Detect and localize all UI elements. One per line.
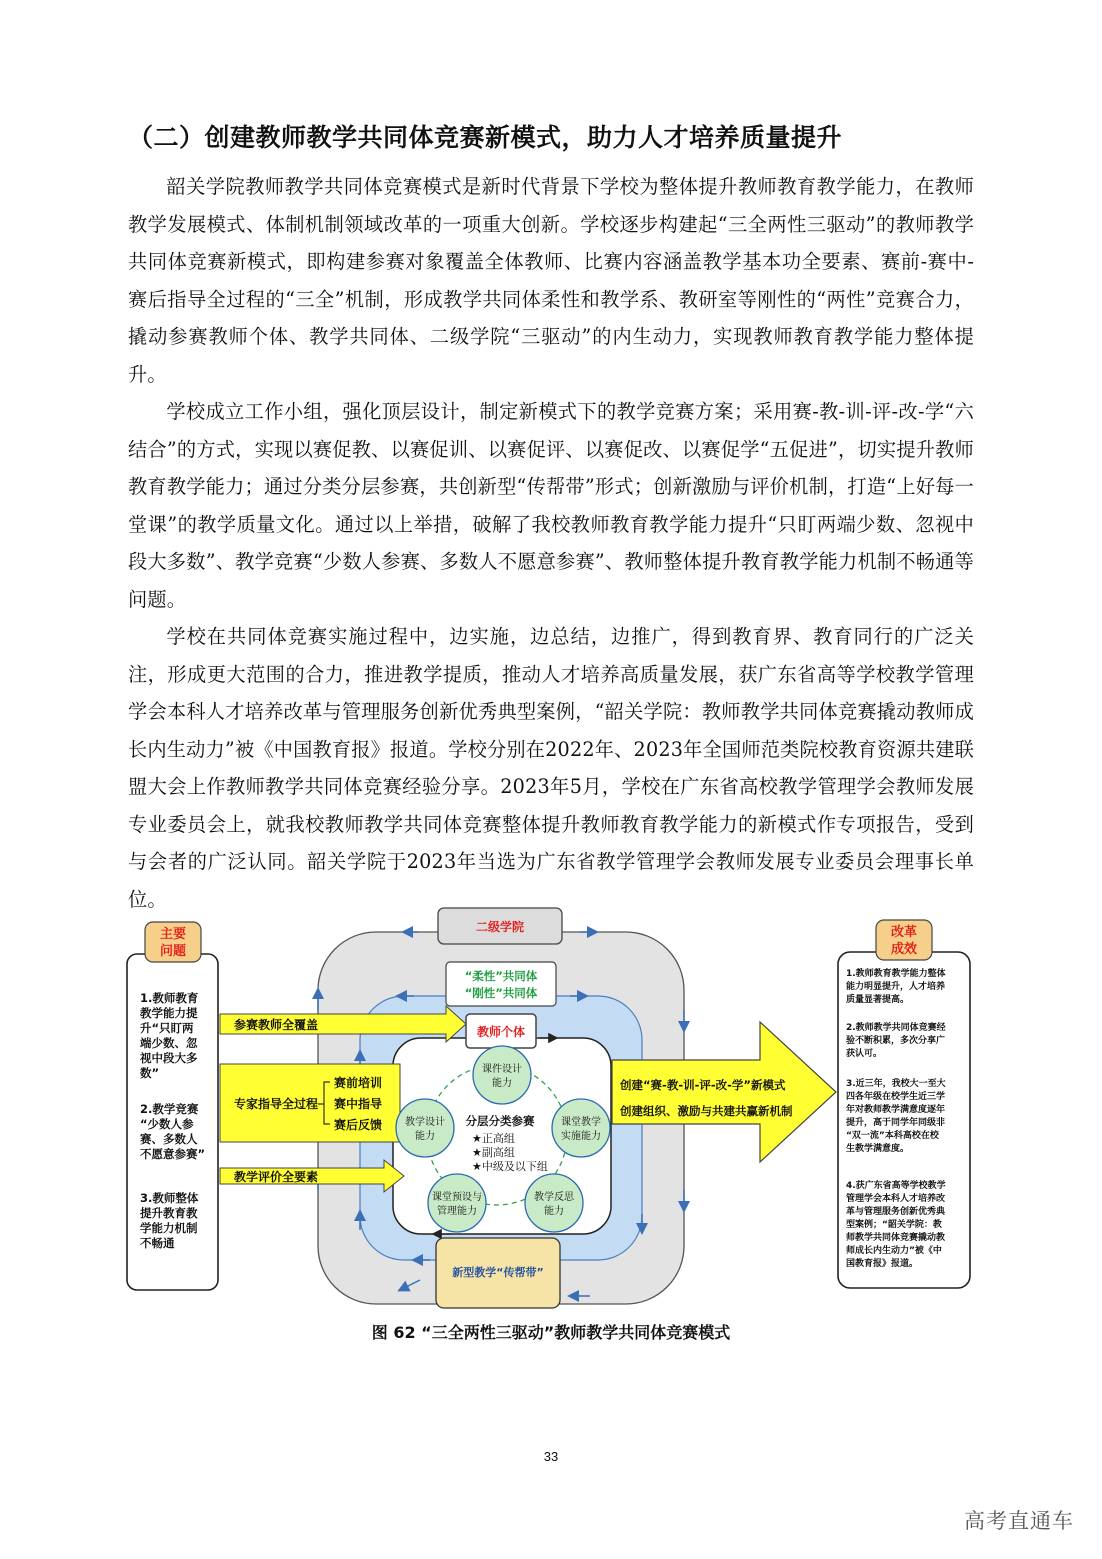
community-hard-label: “刚性”共同体: [464, 986, 538, 1000]
center-title: 分层分类参赛: [465, 1114, 535, 1128]
result-2-line-1: 2.教师教学共同体竞赛经: [846, 1023, 946, 1033]
result-2-line-3: 获认可。: [846, 1049, 883, 1059]
ability-2-line-2: 实施能力: [561, 1131, 601, 1142]
result-4-line-6: 师成长内生动力”被《中: [846, 1246, 942, 1256]
problems-title-1: 主要: [159, 927, 187, 942]
problem-1-line-6: 数”: [140, 1066, 160, 1080]
result-3-line-2: 四各年级在校学生近三学: [846, 1092, 946, 1102]
page-number: 33: [543, 1449, 559, 1464]
arrow-guidance-label: 专家指导全过程: [234, 1097, 319, 1111]
college-label: 二级学院: [475, 920, 525, 934]
mentor-label: 新型教学“传帮带”: [452, 1266, 544, 1279]
paragraph-2: 学校成立工作小组，强化顶层设计，制定新模式下的教学竞赛方案；采用赛-教-训-评-改-学“六结合”的方式，实现以赛促教、以赛促训、以赛促评、以赛促改、以赛促学“五促进”，切实提升教师教育教学能力；通过分类分层参赛，共创新型“传帮带”形式；创新激励与评价机制，打造“上好每一堂课”的教学质量文化。通过以上举措，破解了我校教师教育教学能力提升“只盯两端少数、忽视中段大多数”、教学竞赛“少数人参赛、多数人不愿意参赛”、教师整体提升教育教学能力机制不畅通等问题。: [128, 400, 974, 611]
result-2-line-2: 验不断积累，多次分享广: [846, 1036, 946, 1046]
result-1-line-3: 质量显著提高。: [846, 995, 910, 1005]
result-3-line-5: “双一流”本科高校在校: [846, 1131, 939, 1141]
ability-5-line-2: 能力: [415, 1131, 435, 1142]
ability-circle-5: [396, 1099, 454, 1157]
problem-3-line-2: 提升教育教: [140, 1206, 198, 1220]
result-4-line-1: 4.获广东省高等学校教学: [846, 1181, 946, 1191]
problem-3-line-4: 不畅通: [140, 1236, 175, 1250]
arrow-coverage-label: 参赛教师全覆盖: [234, 1018, 319, 1032]
center-group-1: ★正高组: [472, 1132, 515, 1145]
problem-1-line-1: 1.教师教育: [140, 991, 199, 1005]
ability-3-line-2: 能力: [544, 1206, 564, 1217]
problem-3-line-3: 学能力机制: [140, 1221, 198, 1235]
ability-4-line-2: 管理能力: [437, 1206, 477, 1217]
results-title-2: 成效: [890, 942, 918, 957]
problem-2-line-3: 赛、多数人: [140, 1132, 198, 1146]
result-1-line-1: 1.教师教育教学能力整体: [846, 969, 946, 979]
ability-5-line-1: 教学设计: [405, 1117, 445, 1128]
problem-2-line-1: 2.教学竞赛: [140, 1102, 199, 1116]
ability-4-line-1: 课堂预设与: [432, 1192, 482, 1203]
problem-1-line-2: 教学能力提: [140, 1006, 198, 1020]
ability-1-line-2: 能力: [492, 1078, 512, 1089]
section-title: （二）创建教师教学共同体竞赛新模式，助力人才培养质量提升: [128, 123, 843, 152]
result-3-line-3: 年对教师教学满意度逐年: [846, 1105, 946, 1115]
figure-caption: 图 62 “三全两性三驱动”教师教学共同体竞赛模式: [371, 1323, 731, 1342]
ability-3-line-1: 教学反思: [534, 1192, 574, 1203]
arrow-elements-label: 教学评价全要素: [234, 1170, 319, 1184]
problem-2-line-4: 不愿意参赛”: [140, 1147, 206, 1161]
problem-1-line-5: 视中段大多: [140, 1051, 198, 1065]
problem-3-line-1: 3.教师整体: [140, 1191, 199, 1205]
result-3-line-6: 生教学满意度。: [846, 1144, 910, 1154]
problem-1-line-4: 端少数、忽: [140, 1036, 198, 1050]
center-group-3: ★中级及以下组: [472, 1160, 548, 1173]
result-4-line-3: 革与管理服务创新优秀典: [846, 1207, 946, 1217]
guidance-stage-1: 赛前培训: [334, 1076, 383, 1090]
guidance-stage-2: 赛中指导: [334, 1097, 383, 1111]
result-1-line-2: 能力明显提升，人才培养: [846, 982, 946, 992]
ability-1-line-1: 课件设计: [482, 1064, 522, 1075]
problem-1-line-3: 升“只盯两: [140, 1021, 194, 1035]
watermark: 高考直通车: [964, 1509, 1074, 1533]
ability-circle-4: [428, 1174, 486, 1232]
individual-label: 教师个体: [476, 1025, 526, 1039]
paragraph-3: 学校在共同体竞赛实施过程中，边实施，边总结，边推广，得到教育界、教育同行的广泛关注，形成更大范围的合力，推进教学提质，推动人才培养高质量发展，获广东省高等学校教学管理学会本科人才培养改革与管理服务创新优秀典型案例，“韶关学院：教师教学共同体竞赛撬动教师成长内生动力”被《中国教育报》报道。学校分别在2022年、2023年全国师范类院校教育资源共建联盟大会上作教师教学共同体竞赛经验分享。2023年5月，学校在广东省高校教学管理学会教师发展专业委员会上，就我校教师教学共同体竞赛整体提升教师教育教学能力的新模式作专项报告，受到与会者的广泛认同。韶关学院于2023年当选为广东省教学管理学会教师发展专业委员会理事长单位。: [128, 625, 974, 911]
result-4-line-5: 师教学共同体竞赛撬动教: [846, 1233, 946, 1243]
ability-2-line-1: 课堂教学: [561, 1117, 601, 1128]
problems-title-2: 问题: [159, 944, 187, 959]
results-title-1: 改革: [890, 925, 918, 940]
result-4-line-7: 国教育报》报道。: [846, 1259, 919, 1269]
guidance-stage-3: 赛后反馈: [334, 1118, 383, 1132]
paragraph-1: 韶关学院教师教学共同体竞赛模式是新时代背景下学校为整体提升教师教育教学能力，在教师教学发展模式、体制机制领域改革的一项重大创新。学校逐步构建起“三全两性三驱动”的教师教学共同体竞赛新模式，即构建参赛对象覆盖全体教师、比赛内容涵盖教学基本功全要素、赛前-赛中-赛后指导全过程的“三全”机制，形成教学共同体柔性和教学系、教研室等刚性的“两性”竞赛合力，撬动参赛教师个体、教学共同体、二级学院“三驱动”的内生动力，实现教师教育教学能力整体提升。: [128, 175, 974, 386]
ability-circle-2: [552, 1099, 610, 1157]
result-3-line-4: 提升，高于同学年同级非: [846, 1118, 946, 1128]
result-4-line-2: 管理学会本科人才培养改: [846, 1194, 946, 1204]
output-line-2: 创建组织、激励与共建共赢新机制: [620, 1104, 793, 1118]
problem-2-line-2: “少数人参: [140, 1117, 194, 1131]
output-line-1: 创建“赛-教-训-评-改-学”新模式: [620, 1078, 786, 1092]
ability-circle-3: [525, 1174, 583, 1232]
result-4-line-4: 型案例；“韶关学院：教: [846, 1220, 942, 1230]
result-3-line-1: 3.近三年，我校大一至大: [846, 1079, 946, 1089]
community-soft-label: “柔性”共同体: [464, 969, 538, 983]
ability-circle-1: [473, 1046, 531, 1104]
center-group-2: ★副高组: [472, 1146, 515, 1159]
